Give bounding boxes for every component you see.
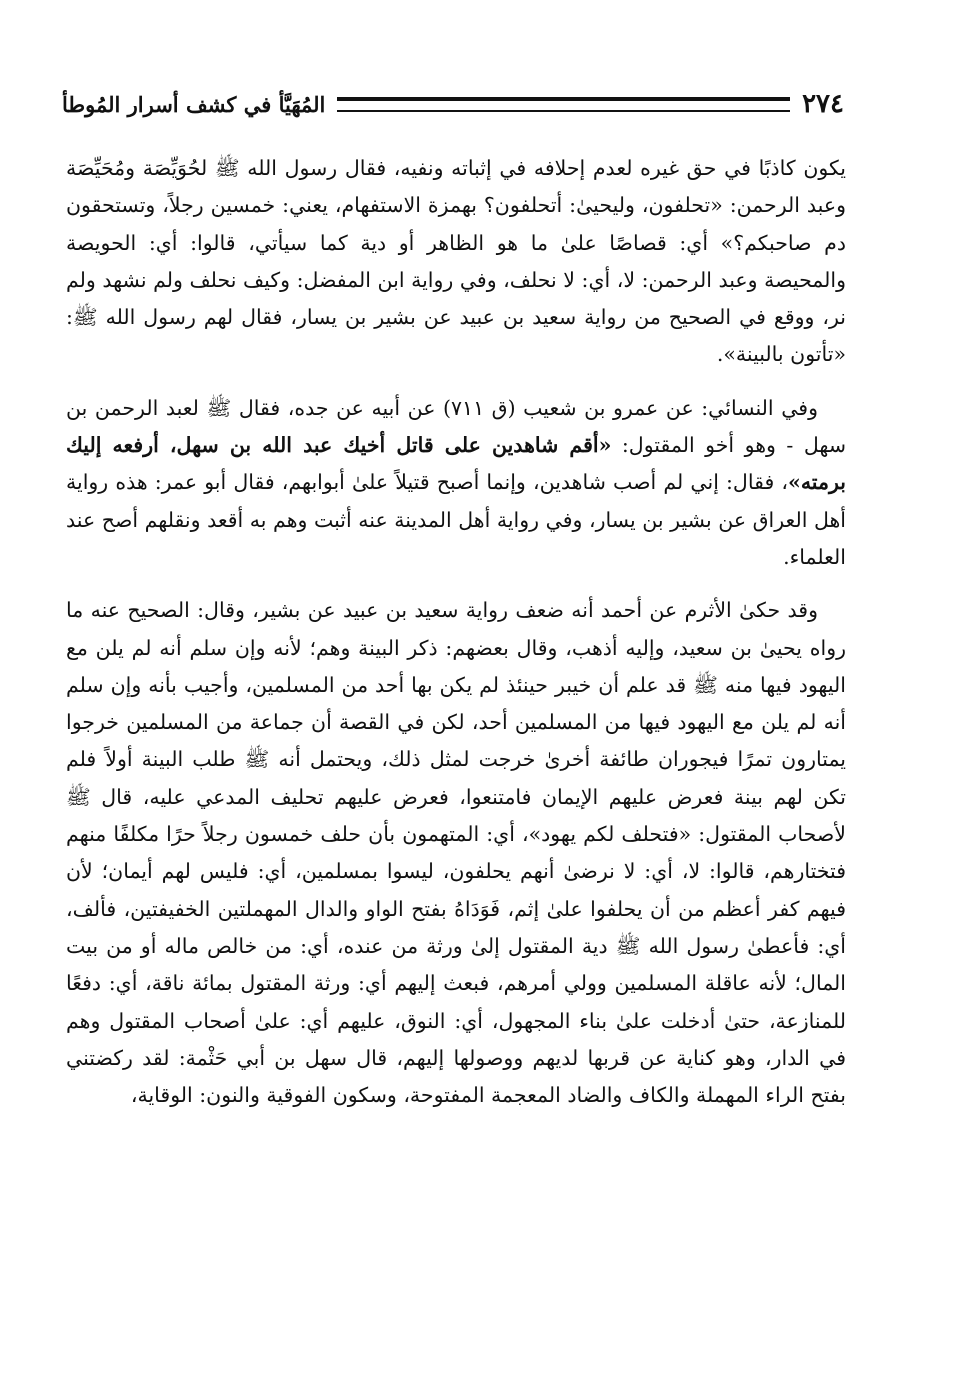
paragraph-2-rest: ، فقال: إني لم أصب شاهدين، وإنما أصبح قتيلاً علىٰ أبوابهم، فقال أبو عمر: هذه رواية أهل العراق عن بشير بن يسار، وفي رواية أهل المدينة عنه أثبت وهم به أقعد ونقلهم أصح عند العلماء.	[66, 470, 846, 569]
hadith-quote-bold: «أقم شاهدين على قاتل أخيك عبد الله بن سهل، أرفعه إليك برمته»	[66, 433, 846, 495]
header-rule	[337, 97, 790, 112]
running-title: المُهَيَّأ في كشف أسرار المُوطأ	[62, 91, 326, 117]
page-body	[66, 150, 846, 1130]
paragraph-2-lead: وفي النسائي: عن عمرو بن شعيب (ق ٧١١) عن أبيه عن جده، فقال ﷺ لعبد الرحمن بن سهل - وهو أخو المقتول:	[66, 395, 846, 458]
paragraph-3: وقد حكىٰ الأثرم عن أحمد أنه ضعف رواية سعيد بن عبيد عن بشير، وقال: الصحيح عنه ما رواه يحيىٰ بن سعيد، وإليه أذهب، وقال بعضهم: ذكر البينة وهم؛ لأنه وإن سلم أنه لم يلن مع اليهود فيها منه ﷺ قد علم أن خيبر حينئذ لم يكن بها أحد من المسلمين، وأجيب بأنه وإن سلم أنه لم يلن مع اليهود فيها من المسلمين أحد، لكن في القصة أن جماعة من المسلمين خرجوا يمتارون تمرًا فيجوران طائفة أخرىٰ خرجت لمثل ذلك، ويحتمل أنه ﷺ طلب البينة أولاً فلم تكن لهم بينة فعرض عليهم الإيمان فامتنعوا، فعرض عليهم تحليف المدعي عليه، قال ﷺ لأصحاب المقتول: «فتحلف لكم يهود»، أي: المتهمون بأن حلف خمسون رجلاً حرًا مكلفًا منهم فتختارهم، قالوا: لا، أي: لا نرضىٰ أنهم يحلفون، ليسوا بمسلمين، أي: فليس لهم أيمان؛ لأن فيهم كفر أعظم من أن يحلفوا علىٰ إثم، فَوَدَاهُ بفتح الواو والدال المهملتين الخفيفتين، فألف، أي: فأعطىٰ رسول الله ﷺ دية المقتول إلىٰ ورثة من عنده، أي: من خالص ماله أو من بيت المال؛ لأنه عاقلة المسلمين وولي أمرهم، فبعث إليهم أي: ورثة المقتول بمائة ناقة، أي: دفعًا للمنازعة، حتىٰ أدخلت علىٰ بناء المجهول، أي: النوق، عليهم أي: علىٰ أصحاب المقتول وهم في الدار، وهو كناية عن قربها لديهم ووصولها إليهم، قال سهل بن أبي حَثْمة: لقد ركضتني بفتح الراء المهملة والكاف والضاد المعجمة المفتوحة، وسكون الفوقية والنون: الوقاية،	[66, 598, 846, 1108]
paragraph-2	[66, 390, 846, 576]
page-number: ٢٧٤	[802, 89, 844, 119]
page-header	[62, 86, 844, 122]
paragraph-1: يكون كاذبًا في حق غيره لعدم إحلافه في إثباته ونفيه، فقال رسول الله ﷺ لحُوَيِّصَة ومُحَيِّصَة وعبد الرحمن: «تحلفون، وليحيىٰ: أتحلفون؟ بهمزة الاستفهام، يعني: خمسين رجلاً، وتستحقون دم صاحبكم؟» أي: قصاصًا علىٰ ما هو الظاهر أو دية كما سيأتي، قالوا: أي: الحويصة والمحيصة وعبد الرحمن: لا، أي: لا نحلف، وفي رواية ابن المفضل: وكيف نحلف ولم نشهد ولم نر، ووقع في الصحيح من رواية سعيد بن عبيد عن بشير بن يسار، فقال لهم رسول الله ﷺ: «تأتون بالبينة».	[66, 156, 846, 367]
